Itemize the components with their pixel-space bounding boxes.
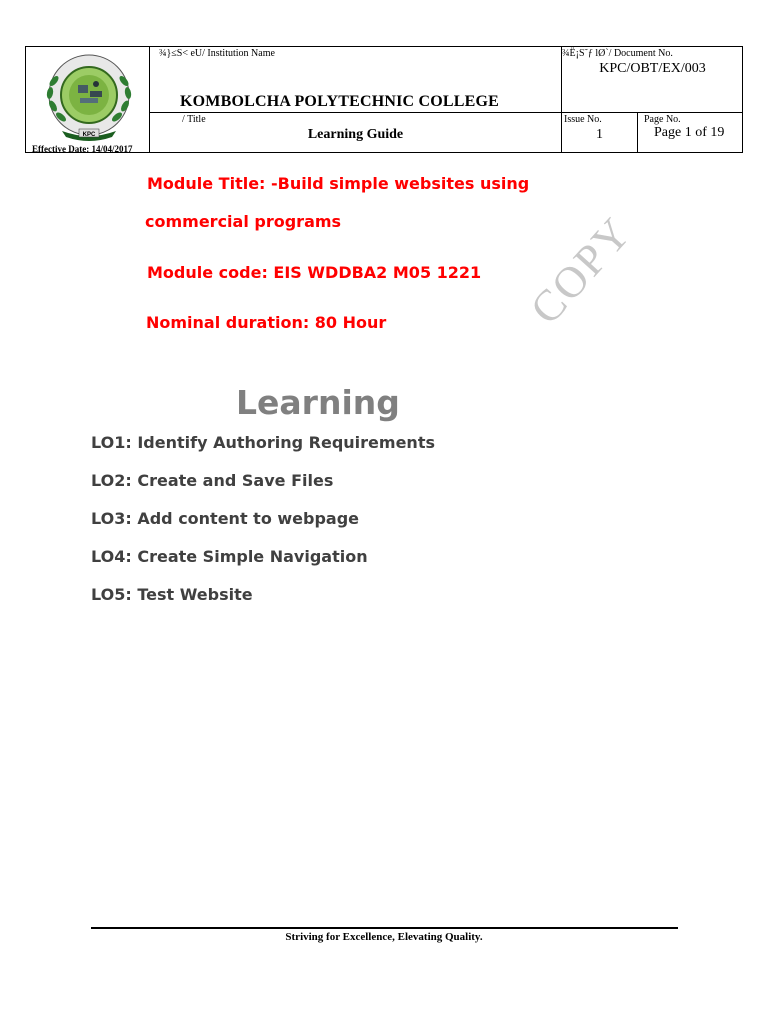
footer-divider [91,927,678,929]
page-number: Page 1 of 19 [654,125,725,140]
learning-outcome-5: LO5: Test Website [91,585,253,604]
copy-watermark: COPY [520,207,642,334]
institution-cell [150,47,562,113]
title-label: / Title [182,114,206,125]
institution-label: ¾}≤S< eU/ Institution Name [159,48,275,59]
title-cell [150,113,562,152]
document-header-table [25,46,743,153]
learning-outcome-3: LO3: Add content to webpage [91,509,360,528]
college-name: KOMBOLCHA POLYTECHNIC COLLEGE [180,93,500,110]
learning-outcome-4: LO4: Create Simple Navigation [91,547,368,566]
module-title-line1: Module Title: -Build simple websites using [147,174,530,193]
learning-outcome-2: LO2: Create and Save Files [91,471,334,490]
page-label: Page No. [644,114,681,125]
effective-date: Effective Date: 14/04/2017 [32,144,133,154]
college-logo [30,51,148,143]
svg-text:KPC: KPC [82,132,96,138]
page-cell [638,113,743,152]
issue-cell [562,113,638,152]
document-number-cell [562,47,743,113]
learning-outcome-1: LO1: Identify Authoring Requirements [91,433,435,452]
guide-title: Learning Guide [307,127,404,142]
module-code: Module code: EIS WDDBA2 M05 1221 [147,263,482,282]
document-number: KPC/OBT/EX/003 [599,61,706,76]
logo-cell [26,47,150,152]
module-title-line2: commercial programs [145,212,342,231]
document-label: ¾Ë¡S˜ƒ lØ`/ Document No. [562,48,673,59]
learning-heading: Learning [236,383,400,422]
issue-number: 1 [596,127,603,142]
issue-label: Issue No. [564,114,602,125]
nominal-duration: Nominal duration: 80 Hour [146,313,387,332]
footer-motto: Striving for Excellence, Elevating Quality. [285,931,483,943]
